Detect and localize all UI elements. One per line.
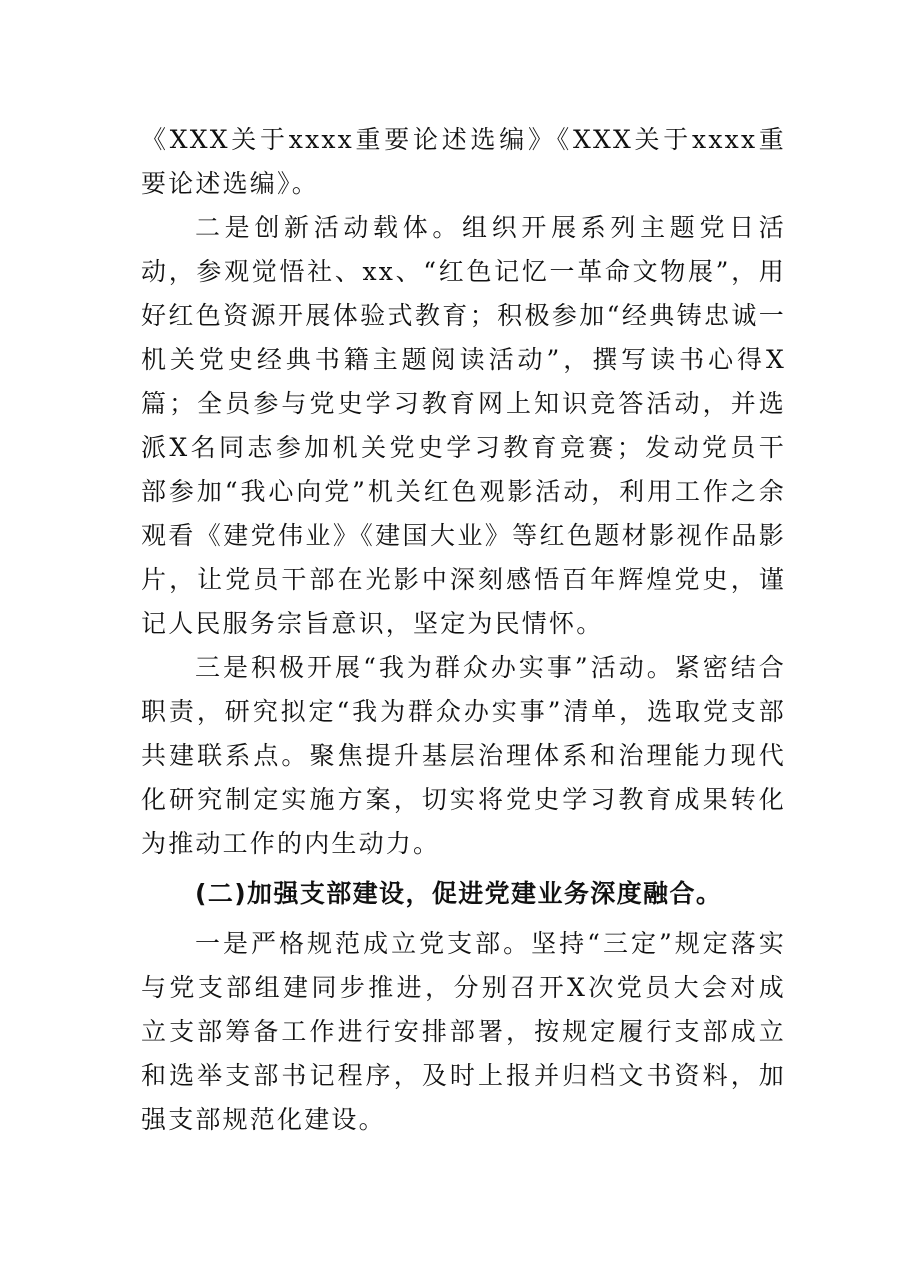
paragraph-practical-matters: 三是积极开展“我为群众办实事”活动。紧密结合职责，研究拟定“我为群众办实事”清单，选取党支部共建联系点。聚焦提升基层治理体系和治理能力现代化研究制定实施方案，切实将党史学习教育成果转化为推动工作的内生动力。	[141, 653, 786, 858]
paragraph-continuation: 《XXX关于xxxx重要论述选编》《XXX关于xxxx重要论述选编》。	[141, 125, 786, 198]
paragraph-establish-branch: 一是严格规范成立党支部。坚持“三定”规定落实与党支部组建同步推进，分别召开X次党员大会对成立支部筹备工作进行安排部署，按规定履行支部成立和选举支部书记程序，及时上报并归档文书资料，加强支部规范化建设。	[141, 929, 786, 1134]
section-heading: (二)加强支部建设，促进党建业务深度融合。	[195, 879, 723, 908]
document-body	[141, 118, 786, 1142]
paragraph-innovate-activities: 二是创新活动载体。组织开展系列主题党日活动，参观觉悟社、xx、“红色记忆一革命文物展”，用好红色资源开展体验式教育；积极参加“经典铸忠诚一机关党史经典书籍主题阅读活动”，撰写读书心得X篇；全员参与党史学习教育网上知识竞答活动，并选派X名同志参加机关党史学习教育竞赛；发动党员干部参加“我心向党”机关红色观影活动，利用工作之余观看《建党伟业》《建国大业》等红色题材影视作品影片，让党员干部在光影中深刻感悟百年辉煌党史，谨记人民服务宗旨意识，坚定为民情怀。	[141, 213, 786, 638]
